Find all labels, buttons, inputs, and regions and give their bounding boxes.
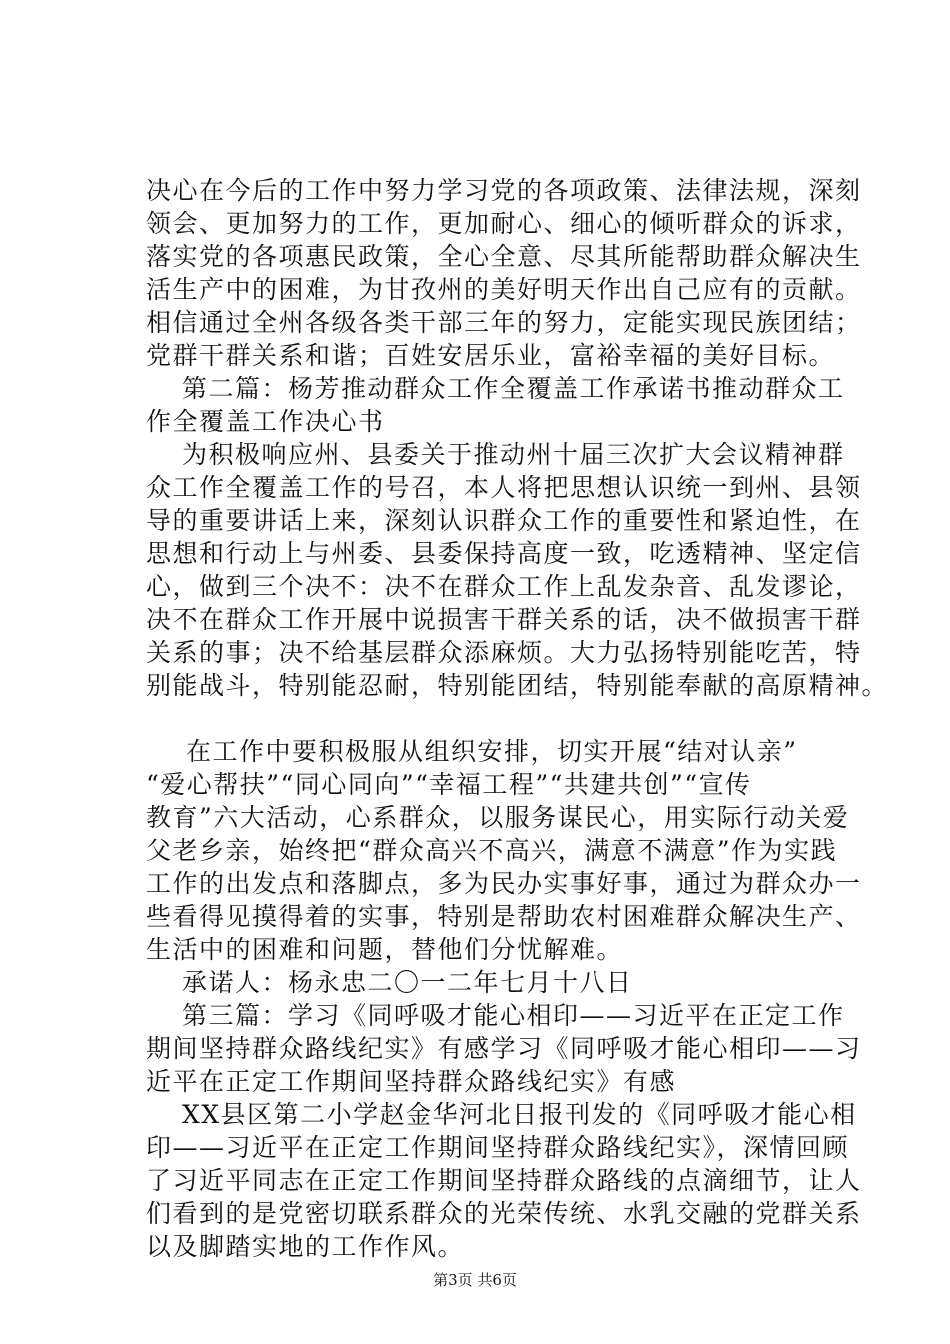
text-line: 以及脚踏实地的工作作风。 (146, 1232, 465, 1261)
text-line: “爱心帮扶”“同心同向”“幸福工程”“共建共创”“宣传 (146, 770, 752, 799)
text-line: 众工作全覆盖工作的号召，本人将把思想认识统一到州、县领 (146, 473, 862, 502)
document-body (146, 174, 889, 1263)
section-heading: 第二篇：杨芳推动群众工作全覆盖工作承诺书推动群众工 (182, 374, 845, 403)
section-heading: 第三篇：学习《同呼吸才能心相印——习近平在正定工作 (182, 1001, 845, 1030)
text-line: 导的重要讲话上来，深刻认识群众工作的重要性和紧迫性，在 (146, 506, 862, 535)
page-number: 第3页 共6页 (433, 1271, 517, 1289)
text-line: 决心在今后的工作中努力学习党的各项政策、法律法规，深刻 (146, 176, 862, 205)
text-line: 决不在群众工作开展中说损害干群关系的话，决不做损害干群 (146, 605, 862, 634)
text-line: 关系的事；决不给基层群众添麻烦。大力弘扬特别能吃苦，特 (146, 638, 862, 667)
text-line: 党群干群关系和谐；百姓安居乐业，富裕幸福的美好目标。 (146, 341, 836, 370)
text-line: 们看到的是党密切联系群众的光荣传统、水乳交融的党群关系 (146, 1199, 862, 1228)
text-line: 领会、更加努力的工作，更加耐心、细心的倾听群众的诉求， (146, 209, 862, 238)
section-heading-continued: 近平在正定工作期间坚持群众路线纪实》有感 (146, 1067, 677, 1096)
signature-line: 承诺人：杨永忠二〇一二年七月十八日 (182, 968, 633, 997)
text-line: 落实党的各项惠民政策，全心全意、尽其所能帮助群众解决生 (146, 242, 862, 271)
text-line: 父老乡亲，始终把“群众高兴不高兴，满意不满意”作为实践 (146, 836, 838, 865)
text-line: 教育”六大活动，心系群众，以服务谋民心，用实际行动关爱 (146, 803, 850, 832)
blank-line (146, 702, 836, 735)
paragraph-start: 为积极响应州、县委关于推动州十届三次扩大会议精神群 (182, 440, 845, 469)
paragraph-start: 在工作中要积极服从组织安排，切实开展“结对认亲” (186, 737, 798, 766)
text-line: 生活中的困难和问题，替他们分忧解难。 (146, 935, 624, 964)
text-line: 心，做到三个决不：决不在群众工作上乱发杂音、乱发谬论， (146, 572, 862, 601)
text-line: 别能战斗，特别能忍耐，特别能团结，特别能奉献的高原精神。 (146, 671, 889, 700)
text-line: 些看得见摸得着的实事，特别是帮助农村困难群众解决生产、 (146, 902, 862, 931)
text-line: 活生产中的困难，为甘孜州的美好明天作出自己应有的贡献。 (146, 275, 862, 304)
paragraph-start: XX县区第二小学赵金华河北日报刊发的《同呼吸才能心相 (182, 1100, 857, 1129)
text-line: 相信通过全州各级各类干部三年的努力，定能实现民族团结； (146, 308, 862, 337)
text-line: 思想和行动上与州委、县委保持高度一致，吃透精神、坚定信 (146, 539, 862, 568)
text-line: 了习近平同志在正定工作期间坚持群众路线的点滴细节，让人 (146, 1166, 862, 1195)
text-line: 印——习近平在正定工作期间坚持群众路线纪实》，深情回顾 (146, 1133, 850, 1162)
text-line: 工作的出发点和落脚点，多为民办实事好事，通过为群众办一 (146, 869, 862, 898)
section-heading-continued: 作全覆盖工作决心书 (146, 407, 385, 436)
section-heading-continued: 期间坚持群众路线纪实》有感学习《同呼吸才能心相印——习 (146, 1034, 862, 1063)
